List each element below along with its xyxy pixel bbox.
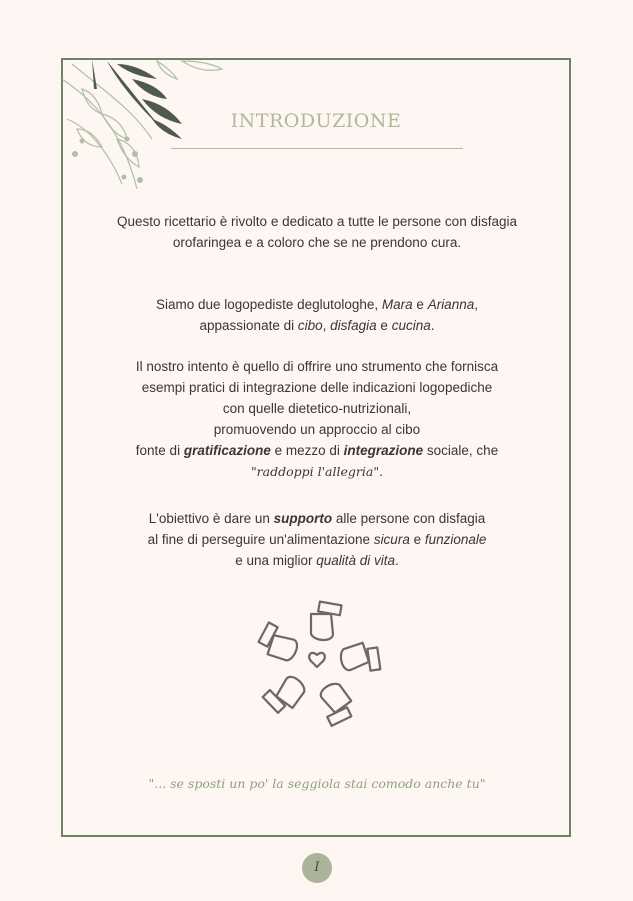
closing-quote: "... se sposti un po' la seggiola stai comodo anche tu" <box>148 776 486 791</box>
text-line: con quelle dietetico-nutrizionali, <box>222 401 412 416</box>
objective-paragraph <box>62 508 572 571</box>
text-line: "raddoppi l'allegria". <box>250 464 384 479</box>
text-line: fonte di gratificazione e mezzo di integrazione sociale, che <box>135 443 499 458</box>
text-line: Siamo due logopediste deglutologhe, Mara e Arianna, <box>155 297 478 312</box>
text-line: Il nostro intento è quello di offrire uno strumento che fornisca <box>135 359 499 374</box>
text-line: al fine di perseguire un'alimentazione sicura e funzionale <box>147 532 487 547</box>
text-line: appassionate di cibo, disfagia e cucina. <box>199 318 435 333</box>
page-title: INTRODUZIONE <box>230 110 402 132</box>
text-line: esempi pratici di integrazione delle indicazioni logopediche <box>141 380 493 395</box>
intent-paragraph <box>62 356 572 482</box>
page-number: I <box>302 853 332 883</box>
hands-heart-icon <box>245 592 390 737</box>
text-line: L'obiettivo è dare un supporto alle persone con disfagia <box>148 511 486 526</box>
intro-paragraph <box>62 211 572 253</box>
text-line: Questo ricettario è rivolto e dedicato a tutte le persone con disfagia <box>117 214 517 229</box>
text-line: orofaringea e a coloro che se ne prendono cura. <box>172 235 462 250</box>
text-line: promuovendo un approccio al cibo <box>213 422 421 437</box>
text-line: e una miglior qualità di vita. <box>235 553 399 568</box>
title-divider <box>171 148 463 149</box>
authors-paragraph <box>62 294 572 336</box>
